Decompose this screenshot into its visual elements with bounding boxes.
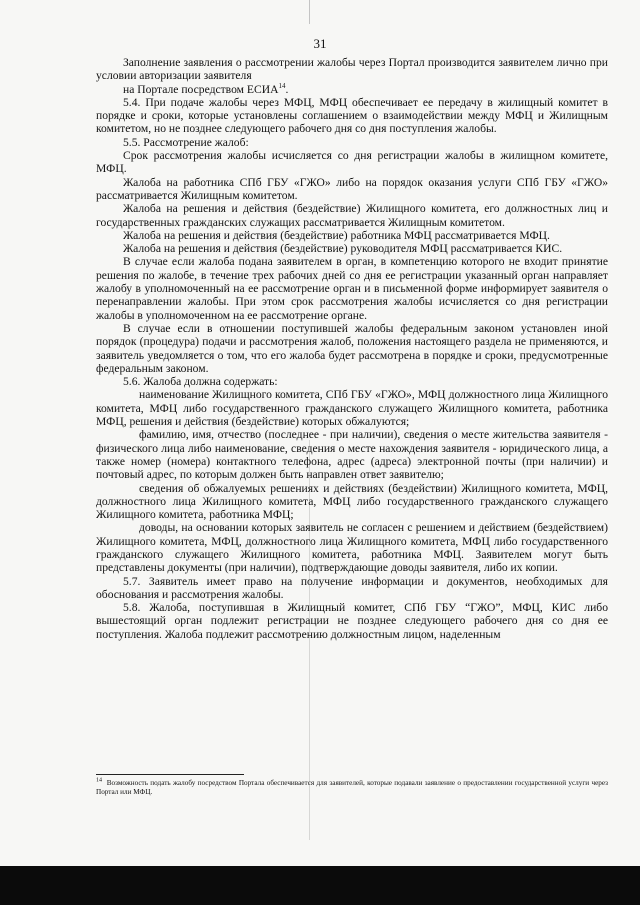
footnote: [96, 779, 608, 798]
scan-bottom-border: [0, 866, 640, 905]
paragraph-17: [96, 575, 608, 602]
fold-line-top: [309, 0, 310, 24]
paragraph-text: фамилию, имя, отчество (последнее - при наличии), сведения о месте жительства заявителя - физического лица либо наименование, сведения о месте нахождения заявителя - юридического лица, а также номер (номера) контактного телефона, адрес (адреса) электронной почты (при наличии) и почтовый адрес, по которым должен быть направлен ответ заявителю;: [96, 428, 608, 482]
paragraph-7: [96, 202, 608, 229]
footnote-text: Возможность подать жалобу посредством Портала обеспечивается для заявителей, которые подавали заявление о предоставлении государственной услуги через Портал или МФЦ.: [96, 779, 608, 797]
paragraph-2: [96, 83, 608, 96]
paragraph-text: 5.6. Жалоба должна содержать:: [123, 375, 278, 389]
paragraph-text: Заполнение заявления о рассмотрении жалобы через Портал производится заявителем лично при условии авторизации заявителя: [96, 56, 608, 83]
paragraph-1: [96, 56, 608, 83]
paragraph-11: [96, 322, 608, 375]
footnote-rule: [96, 774, 244, 775]
footnote-reference: 14: [278, 81, 286, 90]
paragraph-5: [96, 149, 608, 176]
paragraph-text: 5.5. Рассмотрение жалоб:: [123, 135, 249, 149]
paragraph-15: [96, 482, 608, 522]
paragraph-text: Жалоба на решения и действия (бездействие) Жилищного комитета, его должностных лиц и государственных гражданских служащих рассматривается Жилищным комитетом.: [96, 202, 608, 229]
paragraph-4: [96, 136, 608, 149]
paragraph-3: [96, 96, 608, 136]
paragraph-8: [96, 229, 608, 242]
paragraph-text: Срок рассмотрения жалобы исчисляется со дня регистрации жалобы в жилищном комитете, МФЦ.: [96, 149, 608, 176]
page-number: 31: [313, 36, 327, 51]
paragraph-text: В случае если жалоба подана заявителем в орган, в компетенцию которого не входит принятие решения по жалобе, в течение трех рабочих дней со дня ее регистрации указанный орган направляет жалобу в уполномоченный на ее рассмотрение орган и в письменной форме информирует заявителя о перенаправлении жалобы. При этом срок рассмотрения жалобы исчисляется со дня регистрации жалобы в уполномоченном на ее рассмотрение органе.: [96, 255, 608, 322]
paragraph-18: [96, 601, 608, 641]
paragraph-9: [96, 242, 608, 255]
footnote-marker: 14: [96, 777, 102, 784]
paragraph-text: на Портале посредством ЕСИА: [123, 82, 279, 96]
paragraph-text: 5.8. Жалоба, поступившая в Жилищный комитет, СПб ГБУ “ГЖО”, МФЦ, КИС либо вышестоящий орган подлежит регистрации не позднее следующего рабочего дня со дня ее поступления. Жалоба подлежит рассмотрению должностным лицом, наделенным: [96, 601, 608, 641]
paragraph-10: [96, 255, 608, 321]
paragraph-text: сведения об обжалуемых решениях и действиях (бездействии) Жилищного комитета, МФЦ, должностного лица Жилищного комитета, МФЦ либо государственного гражданского служащего Жилищного комитета, работника МФЦ;: [96, 481, 608, 522]
paragraph-14: [96, 428, 608, 481]
body-text: [96, 56, 608, 641]
paragraph-text: 5.4. При подаче жалобы через МФЦ, МФЦ обеспечивает ее передачу в жилищный комитет в порядке и сроки, которые установлены соглашением о взаимодействии между МФЦ и Жилищным комитетом, но не позднее следующего рабочего дня со дня поступления жалобы.: [96, 95, 608, 136]
paragraph-text: 5.7. Заявитель имеет право на получение информации и документов, необходимых для обоснования и рассмотрения жалобы.: [96, 574, 608, 601]
paragraph-suffix: .: [285, 82, 289, 96]
paragraph-text: Жалоба на решения и действия (бездействие) работника МФЦ рассматривается МФЦ.: [123, 228, 550, 242]
paragraph-text: Жалоба на работника СПб ГБУ «ГЖО» либо на порядок оказания услуги СПб ГБУ «ГЖО» рассматривается Жилищным комитетом.: [96, 175, 608, 202]
paragraph-text: наименование Жилищного комитета, СПб ГБУ «ГЖО», МФЦ должностного лица Жилищного комитета, МФЦ либо государственного гражданского служащего Жилищного комитета, работника МФЦ, решения и действия (бездействие) которых обжалуются;: [96, 388, 608, 429]
paragraph-12: [96, 375, 608, 388]
paragraph-16: [96, 521, 608, 574]
paragraph-6: [96, 176, 608, 203]
paragraph-text: В случае если в отношении поступившей жалобы федеральным законом установлен иной порядок (процедура) подачи и рассмотрения жалоб, положения настоящего раздела не применяются, и заявитель уведомляется о том, что его жалоба будет рассмотрена в порядке и сроки, предусмотренные федеральным законом.: [96, 321, 608, 375]
paragraph-text: Жалоба на решения и действия (бездействие) руководителя МФЦ рассматривается КИС.: [123, 242, 563, 256]
paragraph-13: [96, 388, 608, 428]
paragraph-text: доводы, на основании которых заявитель не согласен с решением и действием (бездействием) Жилищного комитета, МФЦ, должностного лица Жилищного комитета, МФЦ либо государственного гражданского служащего Жилищного комитета, работника МФЦ. Заявителем могут быть представлены документы (при наличии), подтверждающие доводы заявителя, либо их копии.: [96, 521, 608, 575]
